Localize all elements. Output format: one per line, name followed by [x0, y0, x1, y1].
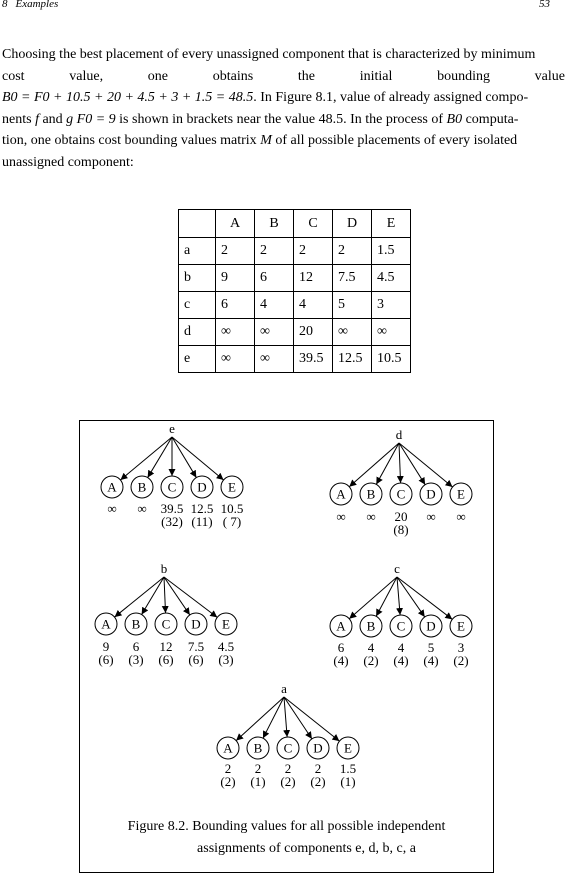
matrix-column-header: B — [255, 210, 294, 238]
matrix-cell: ∞ — [333, 319, 372, 346]
tree-edge-arrow — [172, 437, 196, 478]
paragraph-line-3-rest: . In Figure 8.1, value of already assigned compo- — [253, 90, 529, 105]
matrix-cell: 2 — [255, 238, 294, 265]
bound-formula: B0 = F0 + 10.5 + 20 + 4.5 + 3 + 1.5 = 48.5 — [2, 90, 254, 105]
matrix-cell: 4 — [255, 292, 294, 319]
tree-edge-arrow — [142, 577, 164, 615]
tree-node-bracket-value: (32) — [161, 514, 183, 529]
tree-edge-arrow — [164, 577, 217, 617]
matrix-row-header: c — [179, 292, 216, 319]
tree-node-label: A — [107, 479, 117, 495]
tree-node-bracket-value: (2) — [363, 653, 379, 668]
matrix-cell: 6 — [216, 292, 255, 319]
matrix-cell: 6 — [255, 265, 294, 292]
matrix-row — [179, 292, 411, 319]
tree-node-label: E — [228, 479, 236, 495]
matrix-row-header: a — [179, 238, 216, 265]
tree-edge-arrow — [115, 577, 164, 617]
matrix-row-header: d — [179, 319, 216, 346]
tree-node-label: C — [396, 618, 406, 634]
tree-node-bracket-value: (11) — [191, 514, 213, 529]
tree-node-value: 20 — [394, 509, 408, 524]
caption-line-1: Figure 8.2. Bounding values for all possible independent — [127, 819, 446, 834]
tree-edge-arrow — [284, 697, 287, 737]
tree-node-bracket-value: (6) — [158, 652, 174, 667]
tree-node-bracket-value: (2) — [310, 774, 326, 789]
tree-node-value: 4 — [397, 640, 405, 655]
tree-node-label: C — [161, 616, 171, 632]
tree-node-label: C — [167, 479, 177, 495]
chapter-heading — [2, 0, 58, 10]
tree-edge-arrow — [284, 697, 312, 739]
paragraph-word: cost — [2, 68, 25, 84]
tree-node-value: ∞ — [107, 501, 117, 516]
tree-node-value: 6 — [337, 640, 345, 655]
tree-node-label: D — [313, 740, 323, 756]
matrix-cell: 2 — [333, 238, 372, 265]
matrix-cell: ∞ — [216, 346, 255, 373]
paragraph-text: tion, one obtains cost bounding values matrix — [2, 133, 257, 148]
matrix-column-header: E — [372, 210, 411, 238]
tree-node-label: E — [344, 740, 352, 756]
tree-node-label: A — [223, 740, 233, 756]
running-header — [0, 0, 568, 14]
matrix-row — [179, 238, 411, 265]
tree-node-value: ∞ — [336, 509, 346, 524]
tree-node-label: C — [396, 486, 406, 502]
tree-node-label: E — [457, 618, 465, 634]
tree-node-value: 1.5 — [339, 761, 357, 776]
matrix-cell: 4 — [294, 292, 333, 319]
tree-edge-arrow — [399, 443, 425, 485]
tree-node-bracket-value: (1) — [250, 774, 266, 789]
tree-node-bracket-value: (6) — [98, 652, 114, 667]
matrix-cell: 10.5 — [372, 346, 411, 373]
matrix-cell: 7.5 — [333, 265, 372, 292]
bounding-trees-diagram — [80, 421, 493, 872]
tree-node-value: ∞ — [366, 509, 376, 524]
matrix-cell: 2 — [294, 238, 333, 265]
matrix-cell: ∞ — [255, 319, 294, 346]
tree-node-value: 39.5 — [160, 501, 184, 516]
matrix-row-header: e — [179, 346, 216, 373]
tree-node-value: 6 — [132, 639, 140, 654]
tree-node-value: 3 — [457, 640, 465, 655]
tree-edge-arrow — [397, 577, 425, 617]
paragraph-line-6: unassigned component: — [2, 154, 134, 170]
tree-node-bracket-value: (2) — [220, 774, 236, 789]
tree-node-label: A — [101, 616, 111, 632]
tree-d — [330, 427, 472, 537]
tree-edge-arrow — [349, 443, 399, 487]
paragraph-word: obtains — [212, 68, 254, 84]
caption-line-2: assignments of components e, d, b, c, a — [197, 841, 416, 856]
matrix-cell: 1.5 — [372, 238, 411, 265]
tree-node-label: B — [137, 479, 147, 495]
matrix-row — [179, 346, 411, 373]
tree-node-value: ∞ — [426, 509, 436, 524]
tree-edge-arrow — [120, 437, 172, 480]
matrix-cell: ∞ — [216, 319, 255, 346]
tree-node-value: 10.5 — [220, 501, 244, 516]
matrix-row-header: b — [179, 265, 216, 292]
tree-node-value: 2 — [314, 761, 322, 776]
matrix-cell: ∞ — [255, 346, 294, 373]
matrix-cell: 2 — [216, 238, 255, 265]
paragraph-line-5 — [2, 130, 565, 152]
tree-root-label: c — [394, 561, 400, 576]
tree-node-bracket-value: ( 7) — [222, 514, 242, 529]
tree-root-label: a — [281, 681, 287, 696]
paragraph-word: initial — [359, 68, 393, 84]
matrix-cell: ∞ — [372, 319, 411, 346]
paragraph-word: one — [147, 68, 169, 84]
tree-edge-arrow — [284, 697, 339, 741]
tree-node-bracket-value: (2) — [453, 653, 469, 668]
paragraph-line-3 — [2, 87, 565, 109]
tree-node-label: A — [336, 618, 346, 634]
chapter-title: Examples — [15, 0, 59, 10]
tree-edge-arrow — [236, 697, 284, 741]
tree-node-bracket-value: (8) — [393, 522, 409, 537]
tree-node-label: A — [336, 486, 346, 502]
tree-node-value: 4 — [367, 640, 375, 655]
tree-node-bracket-value: (2) — [280, 774, 296, 789]
matrix-column-header: D — [333, 210, 372, 238]
tree-node-value: 7.5 — [187, 639, 205, 654]
matrix-row — [179, 319, 411, 346]
figure-8-2 — [79, 420, 494, 873]
tree-edge-arrow — [349, 577, 397, 619]
tree-node-bracket-value: (1) — [340, 774, 356, 789]
matrix-cell: 5 — [333, 292, 372, 319]
tree-node-bracket-value: (4) — [423, 653, 439, 668]
chapter-number: 8 — [2, 0, 8, 10]
page-number: 53 — [539, 0, 550, 10]
tree-edge-arrow — [172, 437, 224, 480]
matrix-column-header — [179, 210, 216, 238]
matrix-cell: 12.5 — [333, 346, 372, 373]
paragraph-text: computa- — [465, 111, 519, 127]
figure-caption — [80, 816, 493, 860]
matrix-cell: 4.5 — [372, 265, 411, 292]
tree-a — [217, 681, 359, 789]
tree-node-value: 2 — [224, 761, 232, 776]
tree-b — [95, 561, 237, 667]
tree-node-value: 2 — [254, 761, 262, 776]
tree-edge-arrow — [148, 437, 172, 478]
tree-node-value: ∞ — [456, 509, 466, 524]
tree-edge-arrow — [376, 443, 399, 484]
tree-node-label: B — [253, 740, 263, 756]
paragraph-text: is shown in brackets near the value 48.5. In the process of — [119, 111, 444, 127]
tree-edge-arrow — [263, 697, 284, 738]
tree-node-label: C — [283, 740, 293, 756]
paragraph-word: bounding — [437, 68, 490, 84]
tree-node-label: E — [222, 616, 230, 632]
tree-node-value: 12.5 — [190, 501, 214, 516]
tree-edge-arrow — [376, 577, 397, 616]
tree-node-value: 2 — [284, 761, 292, 776]
tree-node-bracket-value: (4) — [393, 653, 409, 668]
tree-node-value: 12 — [159, 639, 173, 654]
matrix-row — [179, 265, 411, 292]
tree-node-value: ∞ — [137, 501, 147, 516]
tree-node-label: B — [366, 486, 376, 502]
paragraph-text: of all possible placements of every isolated — [275, 133, 518, 148]
symbol-b0: B0 — [446, 111, 463, 127]
cost-matrix-table — [178, 209, 411, 373]
tree-node-label: D — [191, 616, 201, 632]
tree-edge-arrow — [397, 577, 400, 615]
symbol-f: f — [35, 111, 39, 127]
paragraph-word: value — [534, 68, 565, 84]
tree-edge-arrow — [397, 577, 452, 619]
body-paragraph — [2, 44, 565, 173]
tree-node-bracket-value: (6) — [188, 652, 204, 667]
tree-edge-arrow — [164, 577, 190, 615]
formula-g-f0: g F0 = 9 — [66, 111, 116, 127]
tree-c — [330, 561, 472, 668]
tree-e — [101, 421, 243, 529]
tree-edge-arrow — [399, 443, 453, 487]
tree-node-value: 4.5 — [217, 639, 235, 654]
tree-root-label: d — [395, 427, 403, 442]
tree-node-label: E — [457, 486, 465, 502]
matrix-header-row — [179, 210, 411, 238]
paragraph-word: the — [297, 68, 315, 84]
tree-edge-arrow — [399, 443, 401, 483]
matrix-cell: 9 — [216, 265, 255, 292]
tree-node-label: D — [426, 486, 436, 502]
matrix-column-header: A — [216, 210, 255, 238]
paragraph-line-1: Choosing the best placement of every unassigned component that is characterized by minimum — [2, 47, 536, 62]
tree-node-bracket-value: (3) — [218, 652, 234, 667]
tree-node-value: 5 — [427, 640, 435, 655]
tree-node-bracket-value: (4) — [333, 653, 349, 668]
tree-root-label: e — [169, 421, 175, 436]
paragraph-word: value, — [69, 68, 104, 84]
matrix-cell: 3 — [372, 292, 411, 319]
paragraph-text: nents — [2, 111, 32, 127]
paragraph-line-2 — [2, 66, 565, 88]
matrix-column-header: C — [294, 210, 333, 238]
tree-node-label: D — [197, 479, 207, 495]
tree-node-value: 9 — [102, 639, 110, 654]
paragraph-line-4 — [2, 109, 565, 131]
paragraph-text: and — [42, 111, 63, 127]
matrix-cell: 39.5 — [294, 346, 333, 373]
tree-node-bracket-value: (3) — [128, 652, 144, 667]
tree-node-label: B — [366, 618, 376, 634]
tree-node-label: D — [426, 618, 436, 634]
matrix-cell: 12 — [294, 265, 333, 292]
tree-node-label: B — [131, 616, 141, 632]
matrix-cell: 20 — [294, 319, 333, 346]
tree-root-label: b — [160, 561, 168, 576]
symbol-m: M — [260, 133, 272, 148]
tree-edge-arrow — [164, 577, 166, 613]
